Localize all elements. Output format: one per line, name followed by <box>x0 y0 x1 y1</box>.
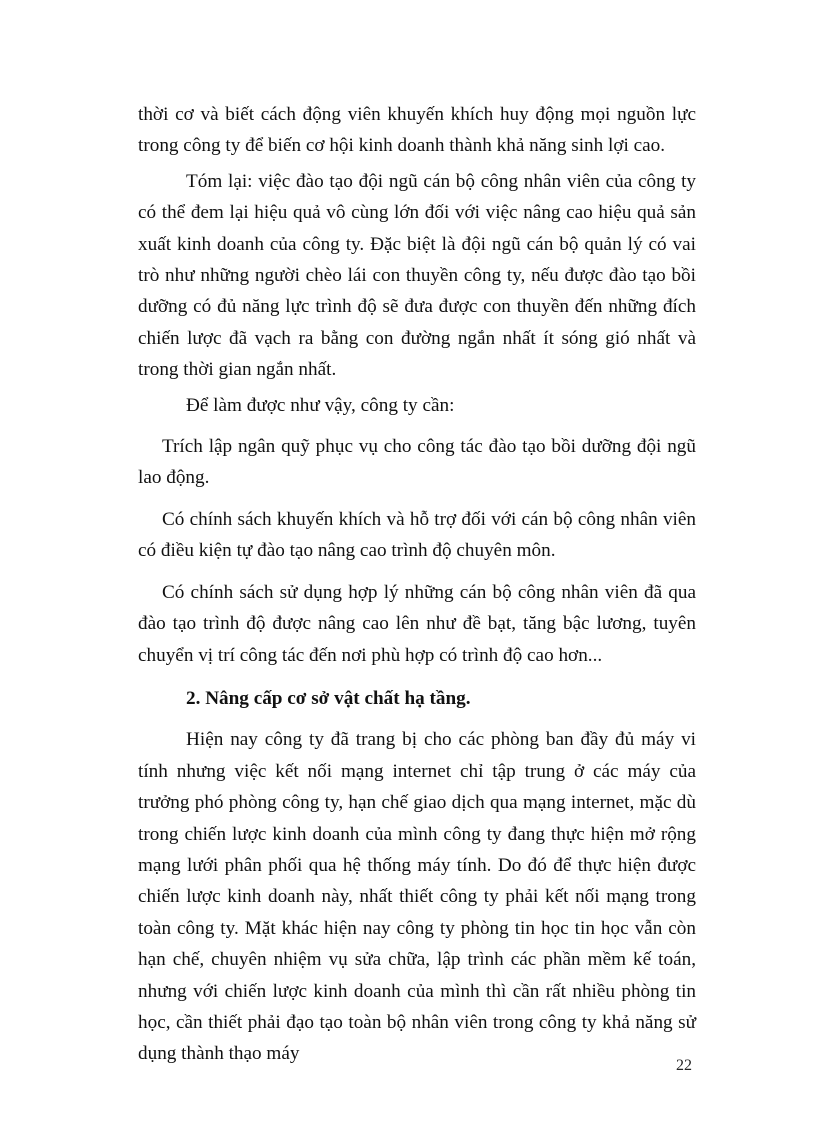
list-item-usage-policy: Có chính sách sử dụng hợp lý những cán bộ công nhân viên đã qua đào tạo trình độ được nâng cao lên như đề bạt, tăng bậc lương, tuyên chuyển vị trí công tác đến nơi phù hợp có trình độ cao hơn... <box>138 581 696 666</box>
paragraph-continuation: thời cơ và biết cách động viên khuyến khích huy động mọi nguồn lực trong công ty để biến cơ hội kinh doanh thành khả năng sinh lợi cao. <box>138 104 696 157</box>
paragraph-summary: Tóm lại: việc đào tạo đội ngũ cán bộ công nhân viên của công ty có thể đem lại hiệu quả vô cùng lớn đối với việc nâng cao hiệu quả sản xuất kinh doanh của công ty. Đặc biệt là đội ngũ cán bộ quản lý có vai trò như những người chèo lái con thuyền công ty, nếu được đào tạo bồi dưỡng có đủ năng lực trình độ sẽ đưa được con thuyền đến những đích chiến lược đã vạch ra bằng con đường ngắn nhất ít sóng gió nhất và trong thời gian ngắn nhất. <box>138 170 696 381</box>
list-item-support-policy: Có chính sách khuyến khích và hỗ trợ đối với cán bộ công nhân viên có điều kiện tự đào tạo nâng cao trình độ chuyên môn. <box>138 508 696 562</box>
paragraph-infrastructure: Hiện nay công ty đã trang bị cho các phòng ban đầy đủ máy vi tính nhưng việc kết nối mạng internet chỉ tập trung ở các máy của trưởng phó phòng công ty, hạn chế giao dịch qua mạng internet, mặc dù trong chiến lược kinh doanh của mình công ty đang thực hiện mở rộng mạng lưới phân phối qua hệ thống máy tính. Do đó để thực hiện được chiến lược kinh doanh này, nhất thiết công ty phải kết nối mạng trong toàn công ty. Mặt khác hiện nay công ty phòng tin học tin học vẫn còn hạn chế, chuyên nhiệm vụ sửa chữa, lập trình các phần mềm kế toán, nhưng với chiến lược kinh doanh của mình thì cần rất nhiều phòng tin học, cần thiết phải đạo tạo toàn bộ nhân viên trong công ty khả năng sử dụng thành thạo máy <box>138 729 696 1065</box>
paragraph-intro-list: Để làm được như vậy, công ty cần: <box>186 394 455 416</box>
page-body <box>138 99 696 1070</box>
section-heading: 2. Nâng cấp cơ sở vật chất hạ tầng. <box>186 687 471 709</box>
list-item-fund: Trích lập ngân quỹ phục vụ cho công tác đào tạo bồi dưỡng đội ngũ lao động. <box>138 436 696 489</box>
page-number: 22 <box>676 1057 692 1074</box>
